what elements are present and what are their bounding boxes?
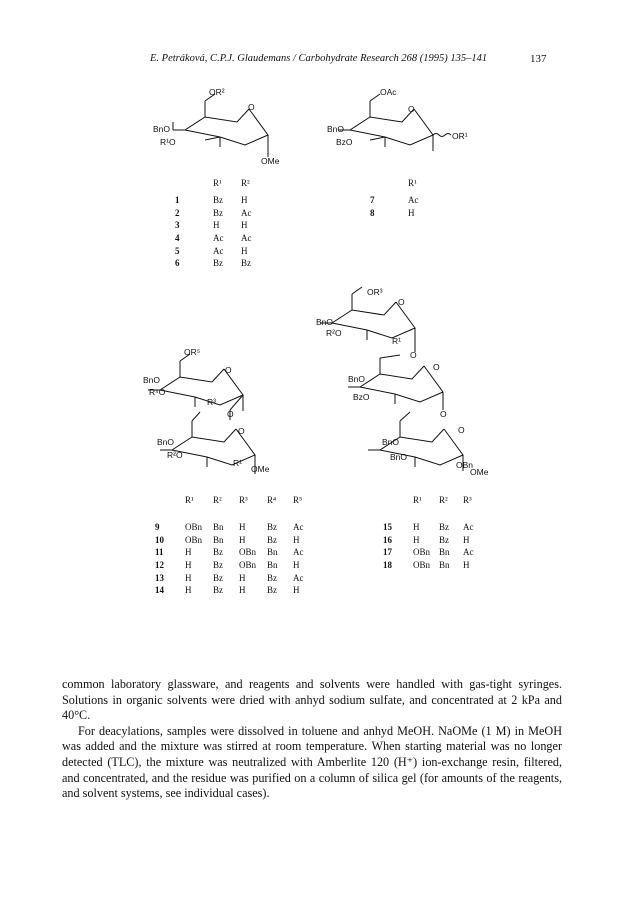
label: OR³ — [367, 287, 383, 297]
structure-9-14 — [148, 354, 255, 474]
table-row: 1 Bz H — [175, 195, 248, 206]
table-row: 17 OBn Bn Ac — [383, 547, 474, 558]
label: OMe — [470, 467, 489, 477]
body-text — [62, 677, 562, 802]
label: OMe — [251, 464, 270, 474]
table-row: 15 H Bz Ac — [383, 522, 474, 533]
table-row: 4 Ac Ac — [175, 233, 252, 244]
table-row: 6 Bz Bz — [175, 258, 251, 269]
label: BnO — [143, 375, 161, 385]
table-row: 8 H — [370, 207, 415, 218]
label: BnO — [382, 437, 400, 447]
table-row: 3 H H — [175, 220, 248, 231]
table-row: 14 H Bz H Bz H — [155, 585, 300, 596]
substituent-table-1-6 — [175, 178, 252, 270]
label: OBn — [456, 460, 474, 470]
label: BnO — [157, 437, 175, 447]
label: BzO — [336, 137, 353, 147]
label: OR² — [209, 87, 225, 97]
running-head: E. Petráková, C.P.J. Glaudemans / Carbohydrate Research 268 (1995) 135–141 — [150, 53, 488, 64]
label: O — [225, 365, 232, 375]
label: BnO — [390, 452, 408, 462]
table-row: 12 H Bz OBn Bn H — [155, 560, 300, 571]
table-row: 7 Ac — [370, 195, 419, 206]
label: OAc — [380, 87, 397, 97]
label: BnO — [153, 124, 171, 134]
label: OMe — [261, 156, 280, 166]
label: O — [410, 350, 417, 360]
substituent-table-7-8 — [370, 178, 419, 219]
table-row: 13 H Bz H Bz Ac — [155, 572, 304, 583]
column-header: R³ — [239, 495, 248, 505]
table-row: 18 OBn Bn H — [383, 560, 470, 571]
label: R⁴O — [149, 387, 166, 397]
substituent-table-15-18 — [383, 495, 474, 571]
column-header: R¹ — [413, 495, 422, 505]
label: O — [398, 297, 405, 307]
column-header: R⁴ — [267, 495, 277, 505]
label: BnO — [348, 374, 366, 384]
label: BzO — [353, 392, 370, 402]
column-header: R¹ — [408, 178, 417, 188]
label: BnO — [316, 317, 334, 327]
label: OR¹ — [452, 131, 468, 141]
column-header: R¹ — [213, 178, 222, 188]
column-header: R³ — [463, 495, 472, 505]
label: R¹ — [392, 336, 401, 346]
label: O — [408, 104, 415, 114]
structure-7-8 — [338, 94, 451, 151]
label: R²O — [167, 450, 183, 460]
label: O — [458, 425, 465, 435]
label: R¹O — [160, 137, 176, 147]
column-header: R¹ — [185, 495, 194, 505]
label: O — [227, 409, 234, 419]
table-row: 10 OBn Bn H Bz H — [155, 534, 300, 545]
table-row: 9 OBn Bn H Bz Ac — [155, 522, 304, 533]
table-row: 2 Bz Ac — [175, 207, 252, 218]
table-row: 5 Ac H — [175, 245, 248, 256]
column-header: R² — [241, 178, 250, 188]
label: O — [248, 102, 255, 112]
label: O — [440, 409, 447, 419]
label: R¹ — [233, 458, 242, 468]
label: OR⁵ — [184, 347, 201, 357]
column-header: R² — [213, 495, 222, 505]
label: O — [433, 362, 440, 372]
label: R²O — [326, 328, 342, 338]
substituent-table-9-14 — [155, 495, 304, 597]
paragraph: common laboratory glassware, and reagents and solvents were handled with gas-tight syringes. Solutions in organic solvents were dried with anhyd sodium sulfate, and concentrated at 2 kPa and 40°C. — [62, 677, 562, 723]
column-header: R² — [439, 495, 448, 505]
label: R³ — [207, 397, 216, 407]
page-number: 137 — [530, 53, 547, 65]
label: O — [238, 426, 245, 436]
table-row: 11 H Bz OBn Bn Ac — [155, 547, 304, 558]
table-row: 16 H Bz H — [383, 534, 470, 545]
label: BnO — [327, 124, 345, 134]
paragraph: For deacylations, samples were dissolved in toluene and anhyd MeOH. NaOMe (1 M) in MeOH was added and the mixture was stirred at room temperature. When starting material was no longer detected (TLC), the mixture was neutralized with Amberlite 120 (H⁺) ion-exchange resin, filtered, and concentrated, and the residue was purified on a column of silica gel (for amounts of the reagents, and solvent systems, see individual cases). — [62, 723, 562, 801]
column-header: R⁵ — [293, 495, 303, 505]
